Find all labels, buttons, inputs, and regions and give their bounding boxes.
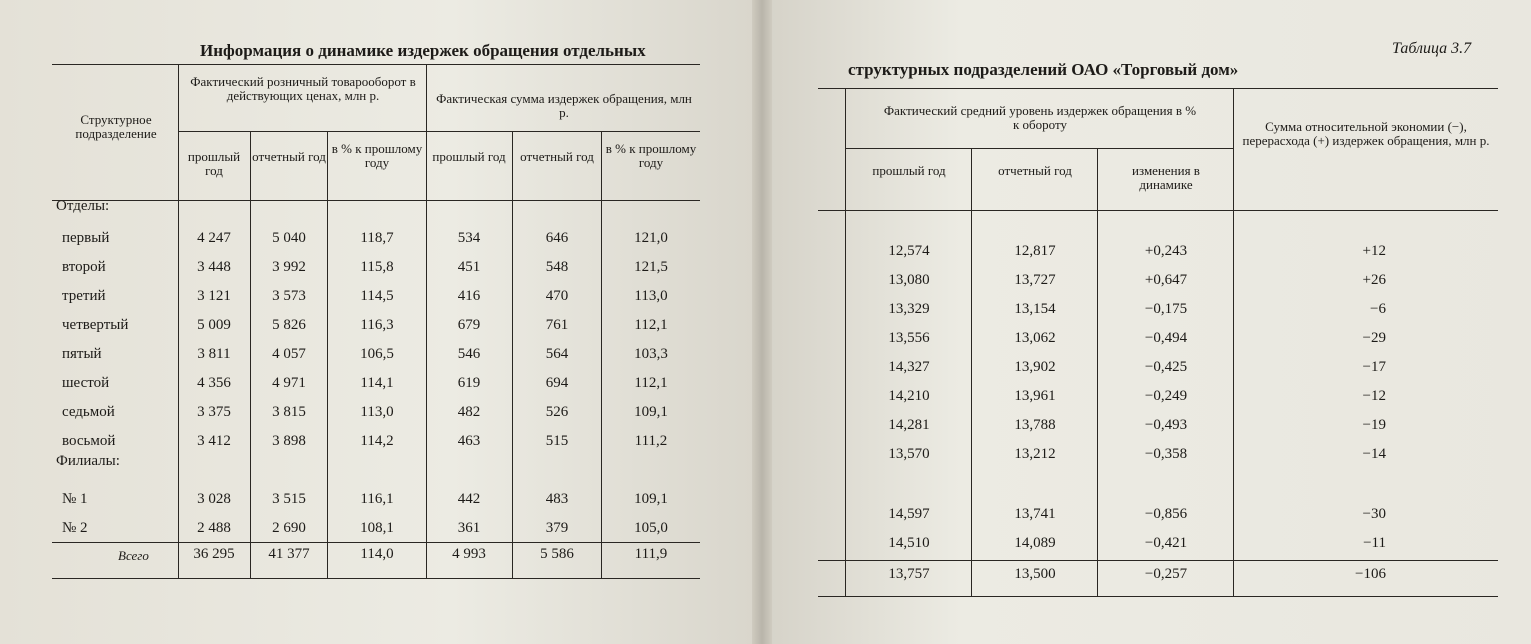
header-change: изменения в динамике <box>1132 163 1200 192</box>
table-cell: 108,1 <box>360 520 394 536</box>
table-cell: 13,788 <box>1014 417 1056 433</box>
right-title: структурных подразделений ОАО «Торговый дом» <box>848 60 1239 79</box>
left-col-divider <box>426 64 427 578</box>
table-cell: −0,856 <box>1144 506 1188 522</box>
left-col-divider <box>327 131 328 578</box>
header-prev-year: прошлый год <box>432 149 506 164</box>
header-curr-year: отчетный год <box>998 163 1072 178</box>
row-label: первый <box>62 230 110 246</box>
table-cell: 13,080 <box>888 272 930 288</box>
table-cell: 14,597 <box>888 506 930 522</box>
table-cell: 3 515 <box>272 491 306 507</box>
table-cell: −0,358 <box>1144 446 1188 462</box>
row-label: третий <box>62 288 106 304</box>
table-cell: 13,062 <box>1014 330 1056 346</box>
table-cell: 115,8 <box>360 259 394 275</box>
table-cell: 483 <box>545 491 569 507</box>
header-unit: Структурное подразделение <box>75 112 157 141</box>
right-col-divider <box>845 88 846 596</box>
right-col-divider <box>1233 88 1234 596</box>
table-cell: 3 375 <box>197 404 231 420</box>
table-cell: 14,089 <box>1014 535 1056 551</box>
table-cell: 12,574 <box>888 243 930 259</box>
left-col-divider <box>601 131 602 578</box>
table-cell: −19 <box>1362 417 1386 433</box>
row-label: пятый <box>62 346 102 362</box>
right-col-divider <box>971 148 972 596</box>
table-cell: 619 <box>457 375 481 391</box>
left-subheader-rule <box>178 131 700 132</box>
table-cell: 463 <box>457 433 481 449</box>
left-table-bottom-rule <box>52 578 700 579</box>
table-cell: 14,327 <box>888 359 930 375</box>
table-cell: −0,493 <box>1144 417 1188 433</box>
table-cell: +0,243 <box>1144 243 1188 259</box>
table-cell: −0,425 <box>1144 359 1188 375</box>
total-value: 13,757 <box>888 566 930 582</box>
table-cell: 3 573 <box>272 288 306 304</box>
table-cell: 4 971 <box>272 375 306 391</box>
table-cell: 13,727 <box>1014 272 1056 288</box>
left-total-top-rule <box>52 542 700 543</box>
table-cell: 111,2 <box>634 433 668 449</box>
table-cell: 13,212 <box>1014 446 1056 462</box>
table-cell: +12 <box>1362 243 1386 259</box>
row-label: № 2 <box>62 520 88 536</box>
table-cell: 3 815 <box>272 404 306 420</box>
table-cell: 470 <box>545 288 569 304</box>
table-cell: −29 <box>1362 330 1386 346</box>
table-cell: 116,1 <box>360 491 394 507</box>
table-cell: 121,0 <box>634 230 668 246</box>
table-cell: 5 826 <box>272 317 306 333</box>
total-value: 111,9 <box>634 546 668 562</box>
table-cell: 5 009 <box>197 317 231 333</box>
total-value: −0,257 <box>1144 566 1188 582</box>
table-cell: 2 488 <box>197 520 231 536</box>
total-value: 4 993 <box>452 546 486 562</box>
header-avg-level: Фактический средний уровень издержек обращения в % к обороту <box>883 103 1197 132</box>
header-prev-year: прошлый год <box>872 163 946 178</box>
row-label: шестой <box>62 375 110 391</box>
right-table-top-rule <box>818 88 1498 89</box>
table-cell: 13,570 <box>888 446 930 462</box>
header-savings: Сумма относительной экономии (−), перерасхода (+) издержек обращения, млн р. <box>1242 119 1490 148</box>
row-label: седьмой <box>62 404 115 420</box>
total-value: 41 377 <box>268 546 310 562</box>
table-cell: −17 <box>1362 359 1386 375</box>
total-value: 5 586 <box>540 546 574 562</box>
table-cell: 3 898 <box>272 433 306 449</box>
table-cell: 679 <box>457 317 481 333</box>
table-cell: 109,1 <box>634 404 668 420</box>
table-cell: 13,154 <box>1014 301 1056 317</box>
header-turnover: Фактический розничный товарооборот в действующих ценах, млн р. <box>190 74 416 103</box>
total-value: −106 <box>1355 566 1386 582</box>
table-cell: 12,817 <box>1014 243 1056 259</box>
right-total-top-rule <box>818 560 1498 561</box>
table-cell: 482 <box>457 404 481 420</box>
header-curr-year: отчетный год <box>520 149 594 164</box>
table-cell: 13,961 <box>1014 388 1056 404</box>
table-cell: 14,281 <box>888 417 930 433</box>
table-cell: 5 040 <box>272 230 306 246</box>
table-cell: −30 <box>1362 506 1386 522</box>
table-cell: 13,329 <box>888 301 930 317</box>
table-cell: 114,1 <box>360 375 394 391</box>
table-cell: 106,5 <box>360 346 394 362</box>
table-cell: 416 <box>457 288 481 304</box>
table-cell: 3 992 <box>272 259 306 275</box>
book-gutter <box>752 0 772 644</box>
table-cell: 14,510 <box>888 535 930 551</box>
total-value: 36 295 <box>193 546 235 562</box>
left-col-divider <box>178 64 179 578</box>
table-cell: 379 <box>545 520 569 536</box>
total-label: Всего <box>118 548 149 563</box>
table-cell: 13,902 <box>1014 359 1056 375</box>
header-costs: Фактическая сумма издержек обращения, млн р. <box>436 91 692 120</box>
row-label: второй <box>62 259 106 275</box>
table-cell: 3 121 <box>197 288 231 304</box>
total-value: 13,500 <box>1014 566 1056 582</box>
table-cell: +0,647 <box>1144 272 1188 288</box>
table-cell: 3 448 <box>197 259 231 275</box>
table-cell: −0,175 <box>1144 301 1188 317</box>
table-cell: −0,421 <box>1144 535 1188 551</box>
table-cell: 113,0 <box>634 288 668 304</box>
table-cell: 546 <box>457 346 481 362</box>
table-cell: 4 057 <box>272 346 306 362</box>
left-col-divider <box>250 131 251 578</box>
left-header-bottom-rule <box>52 200 700 201</box>
table-cell: 361 <box>457 520 481 536</box>
table-cell: −12 <box>1362 388 1386 404</box>
right-header-bottom-rule <box>818 210 1498 211</box>
table-cell: 13,556 <box>888 330 930 346</box>
table-cell: 109,1 <box>634 491 668 507</box>
header-curr-year: отчетный год <box>252 149 326 164</box>
table-cell: −0,249 <box>1144 388 1188 404</box>
table-caption: Таблица 3.7 <box>1392 40 1472 57</box>
section-departments: Отделы: <box>56 198 110 214</box>
left-title: Информация о динамике издержек обращения отдельных <box>200 41 646 60</box>
table-cell: −11 <box>1363 535 1386 551</box>
table-cell: 118,7 <box>360 230 394 246</box>
table-cell: 694 <box>545 375 569 391</box>
table-cell: 515 <box>545 433 569 449</box>
table-cell: 121,5 <box>634 259 668 275</box>
right-subheader-rule <box>845 148 1233 149</box>
table-cell: 103,3 <box>634 346 668 362</box>
total-value: 114,0 <box>360 546 394 562</box>
table-cell: 2 690 <box>272 520 306 536</box>
table-cell: 442 <box>457 491 481 507</box>
row-label: № 1 <box>62 491 88 507</box>
header-pct: в % к прошлому году <box>331 141 423 170</box>
row-label: восьмой <box>62 433 116 449</box>
header-pct: в % к прошлому году <box>605 141 697 170</box>
table-cell: 114,2 <box>360 433 394 449</box>
table-cell: 113,0 <box>360 404 394 420</box>
table-cell: 112,1 <box>634 375 668 391</box>
table-cell: +26 <box>1362 272 1386 288</box>
table-cell: 451 <box>457 259 481 275</box>
table-cell: 3 028 <box>197 491 231 507</box>
table-cell: 13,741 <box>1014 506 1056 522</box>
table-cell: 112,1 <box>634 317 668 333</box>
left-col-divider <box>512 131 513 578</box>
table-cell: 548 <box>545 259 569 275</box>
table-cell: −6 <box>1370 301 1386 317</box>
table-cell: 3 412 <box>197 433 231 449</box>
table-cell: 116,3 <box>360 317 394 333</box>
header-prev-year: прошлый год <box>187 149 241 178</box>
table-cell: 114,5 <box>360 288 394 304</box>
table-cell: 3 811 <box>197 346 231 362</box>
left-table-top-rule <box>52 64 700 65</box>
section-branches: Филиалы: <box>56 453 120 469</box>
table-cell: 534 <box>457 230 481 246</box>
table-cell: −14 <box>1362 446 1386 462</box>
table-cell: 4 356 <box>197 375 231 391</box>
table-cell: 646 <box>545 230 569 246</box>
right-table-bottom-rule <box>818 596 1498 597</box>
table-cell: 14,210 <box>888 388 930 404</box>
table-cell: 4 247 <box>197 230 231 246</box>
table-cell: 564 <box>545 346 569 362</box>
table-cell: 105,0 <box>634 520 668 536</box>
row-label: четвертый <box>62 317 129 333</box>
table-cell: −0,494 <box>1144 330 1188 346</box>
table-cell: 761 <box>545 317 569 333</box>
table-cell: 526 <box>545 404 569 420</box>
right-col-divider <box>1097 148 1098 596</box>
